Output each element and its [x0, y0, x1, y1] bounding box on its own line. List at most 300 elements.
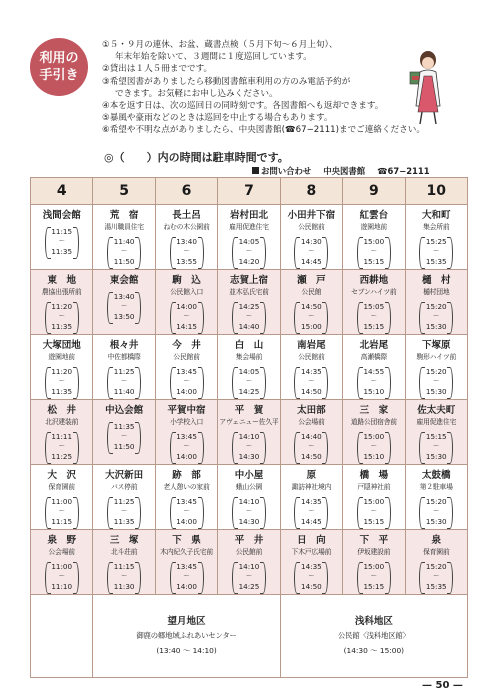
parking-time — [107, 365, 141, 399]
stop-place: 雇用促進住宅 — [229, 223, 269, 231]
start-time: 15:00 — [363, 562, 385, 571]
route-header: 5 — [93, 178, 155, 205]
end-time: 11:15 — [51, 517, 73, 526]
inquiry-label: お問い合わせ — [261, 166, 312, 176]
stop-place: 木内紀久子氏宅前 — [160, 548, 213, 556]
parking-time — [357, 560, 391, 594]
end-time: 15:15 — [363, 322, 385, 331]
usage-guide-badge — [30, 38, 88, 96]
parking-time — [294, 560, 328, 594]
end-time: 11:25 — [51, 452, 73, 461]
start-time: 13:40 — [113, 292, 135, 301]
right-paren-icon — [260, 237, 266, 269]
stop-place: 北沢建装前 — [45, 418, 79, 426]
area-place: 御鹿の郷地域ふれあいセンター — [136, 631, 237, 640]
tilde-separator: 〜 — [308, 443, 315, 450]
inquiry-phone: ☎67−2111 — [377, 166, 430, 176]
tilde-separator: 〜 — [245, 313, 252, 320]
start-time: 13:45 — [176, 432, 197, 441]
note-line: ⑥希望や不明な点がありましたら、中央図書館(☎67−2111)までご連絡ください。 — [102, 125, 425, 136]
stop-name: 佐太夫町 — [417, 405, 456, 416]
start-time: 11:15 — [113, 562, 135, 571]
stop-cell — [343, 205, 405, 270]
stop-name: 大和町 — [422, 210, 451, 221]
stop-name: 北岩尾 — [359, 340, 389, 351]
start-time: 15:20 — [425, 562, 447, 571]
parking-time — [294, 495, 328, 529]
end-time: 15:30 — [425, 517, 447, 526]
end-time: 14:00 — [176, 517, 197, 526]
stop-name: 南岩尾 — [297, 340, 326, 351]
start-time: 11:25 — [113, 367, 135, 376]
tilde-separator: 〜 — [245, 248, 252, 255]
start-time: 11:20 — [51, 302, 73, 311]
stop-name: 平賀中宿 — [167, 405, 206, 416]
end-time: 14:50 — [301, 582, 322, 591]
stop-place: 保育園前 — [48, 483, 75, 491]
stop-name: 大沢新田 — [105, 470, 144, 481]
start-time: 13:45 — [176, 562, 197, 571]
stop-place: 並木弘氏宅前 — [229, 288, 269, 296]
stop-cell — [218, 465, 280, 530]
parking-time — [419, 495, 453, 529]
stop-name: 西耕地 — [359, 275, 389, 286]
tilde-separator: 〜 — [183, 248, 190, 255]
stop-cell — [218, 270, 280, 335]
stop-name: 瀬 戸 — [297, 275, 326, 286]
stop-name: 東 地 — [47, 275, 76, 286]
start-time: 15:00 — [363, 237, 385, 246]
end-time: 11:50 — [113, 257, 135, 266]
stop-name: 志賀上宿 — [229, 275, 268, 286]
tilde-separator: 〜 — [58, 313, 65, 320]
stop-place: 高瀬橋際 — [360, 353, 388, 361]
parking-time — [419, 235, 453, 269]
parking-time — [45, 495, 79, 529]
stop-name: 小田井下宿 — [287, 210, 336, 221]
parking-time — [45, 225, 79, 259]
parking-time — [45, 365, 79, 399]
stop-cell — [31, 270, 93, 335]
tilde-separator: 〜 — [183, 573, 190, 580]
end-time: 14:20 — [238, 257, 260, 266]
end-time: 11:30 — [113, 582, 135, 591]
end-time: 14:25 — [238, 387, 260, 396]
stop-name: 三 家 — [359, 405, 389, 416]
stop-place: 雇用促進住宅 — [416, 418, 457, 426]
start-time: 15:15 — [425, 432, 447, 441]
stop-place: セブンハイツ前 — [351, 288, 397, 296]
square-bullet-icon — [252, 167, 259, 174]
right-paren-icon — [260, 562, 266, 594]
start-time: 11:20 — [51, 367, 73, 376]
area-cell — [93, 595, 280, 678]
end-time: 13:50 — [113, 312, 135, 321]
stop-name: 太田部 — [297, 405, 326, 416]
right-paren-icon — [385, 432, 391, 464]
stop-name: 紅雲台 — [359, 210, 389, 221]
tilde-separator: 〜 — [58, 378, 65, 385]
stop-name: 日 向 — [297, 535, 326, 546]
stop-cell — [218, 335, 280, 400]
end-time: 15:10 — [363, 387, 385, 396]
stop-place: 集会場前 — [235, 353, 263, 361]
stop-name: 長土呂 — [172, 210, 201, 221]
tilde-separator: 〜 — [433, 443, 440, 450]
area-time-range: (14:30 〜 15:00) — [343, 646, 405, 655]
stop-name: 跡 部 — [172, 470, 201, 481]
stop-cell — [405, 400, 467, 465]
right-paren-icon — [198, 237, 204, 269]
end-time: 13:55 — [176, 257, 197, 266]
start-time: 11:15 — [51, 227, 73, 236]
inquiry-library: 中央図書館 — [323, 166, 366, 176]
stop-name: 平 賀 — [234, 405, 264, 416]
stop-place: 蛾山公園 — [235, 483, 263, 491]
tilde-separator: 〜 — [58, 238, 65, 245]
start-time: 11:00 — [51, 562, 73, 571]
stop-place: バス停前 — [110, 483, 138, 491]
stop-cell — [343, 530, 405, 595]
stop-place: 小学校入口 — [170, 418, 204, 426]
tilde-separator: 〜 — [121, 248, 128, 255]
end-time: 14:00 — [176, 452, 197, 461]
tilde-separator: 〜 — [433, 248, 440, 255]
area-name: 望月地区 — [167, 616, 206, 627]
badge-line-1: 利用の — [39, 51, 79, 66]
tilde-separator: 〜 — [308, 248, 315, 255]
start-time: 14:10 — [238, 432, 260, 441]
start-time: 14:25 — [238, 302, 260, 311]
stop-place: 遊園地前 — [48, 353, 75, 361]
usage-notes — [102, 39, 425, 137]
page-number: — 50 — — [422, 680, 463, 691]
start-time: 15:05 — [363, 302, 385, 311]
parking-time — [357, 235, 391, 269]
start-time: 14:10 — [238, 497, 260, 506]
end-time: 15:15 — [363, 517, 385, 526]
end-time: 11:10 — [51, 582, 73, 591]
stop-name: 東会館 — [109, 275, 139, 286]
end-time: 11:50 — [113, 442, 135, 451]
start-time: 11:11 — [51, 432, 73, 441]
start-time: 14:50 — [301, 302, 322, 311]
stop-name: 太鼓橋 — [422, 470, 451, 481]
area-row — [31, 595, 468, 678]
stop-cell — [280, 270, 342, 335]
tilde-separator: 〜 — [245, 443, 252, 450]
stop-place: 公会場前 — [48, 548, 75, 556]
stop-cell — [155, 400, 217, 465]
stop-name: 浅間会館 — [42, 210, 81, 221]
stop-name: 下 県 — [172, 535, 201, 546]
stop-cell — [343, 465, 405, 530]
stop-name: 原 — [306, 470, 317, 481]
stop-place: 保育園前 — [423, 548, 450, 556]
stop-name: 今 井 — [172, 340, 201, 351]
stop-name: 平 井 — [234, 535, 264, 546]
end-time: 15:35 — [425, 582, 447, 591]
stop-cell — [280, 205, 342, 270]
stop-cell — [343, 270, 405, 335]
tilde-separator: 〜 — [121, 378, 128, 385]
start-time: 15:20 — [425, 497, 447, 506]
end-time: 14:30 — [238, 452, 260, 461]
stop-name: 根々井 — [109, 340, 139, 351]
stop-name: 大 沢 — [47, 470, 76, 481]
stop-cell — [155, 335, 217, 400]
right-paren-icon — [73, 367, 79, 399]
start-time: 13:45 — [176, 367, 197, 376]
start-time: 14:55 — [363, 367, 385, 376]
right-paren-icon — [198, 562, 204, 594]
stop-cell — [405, 335, 467, 400]
area-place: 公民館〈浅科地区館〉 — [337, 631, 410, 640]
end-time: 14:45 — [301, 257, 322, 266]
parking-time — [419, 560, 453, 594]
schedule-row — [31, 530, 468, 595]
right-paren-icon — [73, 302, 79, 334]
parking-time — [357, 495, 391, 529]
tilde-separator: 〜 — [433, 573, 440, 580]
stop-place: 農協出張所前 — [41, 288, 82, 296]
stop-place: 公民館前 — [298, 223, 325, 231]
stop-place: 公民館前 — [298, 353, 325, 361]
parking-time — [357, 430, 391, 464]
stop-name: 下 平 — [359, 535, 389, 546]
stop-name: 荒 宿 — [109, 210, 139, 221]
right-paren-icon — [73, 562, 79, 594]
route-header: 9 — [343, 178, 405, 205]
end-time: 14:45 — [301, 517, 322, 526]
right-paren-icon — [198, 497, 204, 529]
stop-cell — [93, 530, 155, 595]
area-time-range: (13:40 〜 14:10) — [156, 646, 217, 655]
right-paren-icon — [260, 432, 266, 464]
parking-time — [294, 300, 328, 334]
parking-time — [107, 420, 141, 454]
end-time: 15:15 — [363, 257, 385, 266]
end-time: 14:50 — [301, 387, 322, 396]
parking-time — [45, 430, 79, 464]
stop-place: 中佐都橋際 — [107, 353, 141, 361]
start-time: 15:20 — [425, 302, 447, 311]
route-header: 7 — [218, 178, 280, 205]
end-time: 14:00 — [176, 582, 197, 591]
parking-time — [357, 365, 391, 399]
schedule-row — [31, 465, 468, 530]
stop-place: ねむの木公園前 — [163, 223, 210, 231]
stop-place: 公民館前 — [173, 353, 200, 361]
stop-cell — [405, 270, 467, 335]
stop-place: 駒形ハイツ前 — [416, 353, 457, 361]
end-time: 15:35 — [425, 257, 447, 266]
stop-name: 中込会館 — [105, 405, 144, 416]
stop-cell — [31, 335, 93, 400]
start-time: 14:00 — [176, 302, 197, 311]
stop-place: 公民館入口 — [170, 288, 204, 296]
note-line: できます。お気軽にお申し込みください。 — [115, 88, 278, 99]
right-paren-icon — [73, 227, 79, 259]
stop-place: 北斗荘前 — [110, 548, 138, 556]
stop-cell — [405, 205, 467, 270]
start-time: 13:40 — [176, 237, 197, 246]
parking-time — [107, 235, 141, 269]
start-time: 14:35 — [301, 497, 322, 506]
tilde-separator: 〜 — [121, 508, 128, 515]
note-line: ③希望図書がありましたら移動図書館車利用の方のみ電話予約が — [102, 76, 351, 87]
stop-cell — [93, 465, 155, 530]
parking-time — [419, 365, 453, 399]
stop-place: アヴェニュー佐久平 — [219, 418, 279, 426]
stop-place: 樋村団地 — [423, 288, 450, 296]
end-time: 15:30 — [425, 322, 447, 331]
end-time: 14:00 — [176, 387, 197, 396]
end-time: 15:15 — [363, 582, 385, 591]
parking-time — [232, 430, 266, 464]
end-time: 15:00 — [301, 322, 322, 331]
start-time: 11:00 — [51, 497, 73, 506]
stop-cell — [218, 530, 280, 595]
tilde-separator: 〜 — [370, 248, 377, 255]
start-time: 14:35 — [301, 562, 322, 571]
tilde-separator: 〜 — [183, 313, 190, 320]
parking-time — [170, 300, 204, 334]
tilde-separator: 〜 — [308, 378, 315, 385]
stop-cell — [31, 205, 93, 270]
stop-name: 下塚原 — [422, 340, 451, 351]
stop-cell — [31, 465, 93, 530]
right-paren-icon — [385, 497, 391, 529]
area-name: 浅科地区 — [354, 616, 393, 627]
end-time: 11:35 — [113, 517, 135, 526]
stop-name: 大塚団地 — [42, 340, 81, 351]
parking-time — [45, 560, 79, 594]
right-paren-icon — [198, 302, 204, 334]
tilde-separator: 〜 — [183, 508, 190, 515]
parking-time — [419, 300, 453, 334]
stop-name: 岩村田北 — [229, 210, 268, 221]
start-time: 14:05 — [238, 237, 260, 246]
right-paren-icon — [385, 237, 391, 269]
right-paren-icon — [385, 367, 391, 399]
stop-place: 老人憩いの家前 — [163, 483, 210, 491]
tilde-separator: 〜 — [58, 573, 65, 580]
note-line: ①５・９月の連休、お盆、蔵書点検（５月下旬〜６月上旬）、 — [102, 40, 338, 50]
inquiry-line — [252, 165, 430, 177]
start-time: 11:25 — [113, 497, 135, 506]
parking-time-note: ◎（ ）内の時間は駐車時間です。 — [104, 151, 289, 164]
parking-time — [107, 560, 141, 594]
stop-name: 三 塚 — [109, 535, 139, 546]
tilde-separator: 〜 — [433, 378, 440, 385]
tilde-separator: 〜 — [183, 378, 190, 385]
parking-time — [170, 560, 204, 594]
parking-time — [357, 300, 391, 334]
stop-place: 公民館前 — [235, 548, 263, 556]
tilde-separator: 〜 — [58, 508, 65, 515]
start-time: 15:20 — [425, 367, 447, 376]
stop-name: 橋 場 — [359, 470, 389, 481]
right-paren-icon — [73, 432, 79, 464]
tilde-separator: 〜 — [121, 573, 128, 580]
parking-time — [45, 300, 79, 334]
parking-time — [419, 430, 453, 464]
tilde-separator: 〜 — [121, 303, 128, 310]
right-paren-icon — [198, 432, 204, 464]
stop-cell — [155, 270, 217, 335]
parking-time — [170, 430, 204, 464]
start-time: 14:05 — [238, 367, 260, 376]
stop-name: 樋 村 — [422, 275, 451, 286]
stop-place: 諏訪神社境内 — [291, 483, 332, 491]
parking-time — [232, 495, 266, 529]
parking-time — [294, 235, 328, 269]
stop-cell — [155, 530, 217, 595]
tilde-separator: 〜 — [370, 573, 377, 580]
stop-place: 道路公団宿舎前 — [350, 418, 397, 426]
stop-cell — [93, 270, 155, 335]
stop-cell — [280, 530, 342, 595]
end-time: 11:35 — [51, 247, 73, 256]
stop-name: 駒 込 — [172, 275, 201, 286]
stop-place: 伊坂建設前 — [357, 548, 391, 556]
schedule-row — [31, 335, 468, 400]
stop-cell — [155, 205, 217, 270]
stop-cell — [343, 400, 405, 465]
start-time: 11:40 — [113, 237, 135, 246]
stop-cell — [218, 205, 280, 270]
start-time: 14:30 — [301, 237, 322, 246]
tilde-separator: 〜 — [308, 573, 315, 580]
stop-cell — [280, 400, 342, 465]
tilde-separator: 〜 — [308, 313, 315, 320]
stop-place: 集会所前 — [423, 223, 450, 231]
route-header: 4 — [31, 178, 93, 205]
stop-cell — [218, 400, 280, 465]
right-paren-icon — [73, 497, 79, 529]
end-time: 11:35 — [51, 322, 73, 331]
parking-time — [232, 560, 266, 594]
schedule-row — [31, 205, 468, 270]
start-time: 15:00 — [363, 497, 385, 506]
right-paren-icon — [385, 562, 391, 594]
end-time: 14:30 — [238, 517, 260, 526]
start-time: 11:35 — [113, 422, 135, 431]
stop-cell — [405, 465, 467, 530]
start-time: 14:40 — [301, 432, 322, 441]
stop-cell — [31, 400, 93, 465]
stop-cell — [93, 335, 155, 400]
tilde-separator: 〜 — [121, 433, 128, 440]
schedule-row — [31, 270, 468, 335]
tilde-separator: 〜 — [370, 443, 377, 450]
route-header: 10 — [405, 178, 467, 205]
note-line: 年末年始を除いて、３週間に１度巡回しています。 — [115, 52, 312, 63]
tilde-separator: 〜 — [370, 378, 377, 385]
stop-name: 泉 野 — [47, 535, 76, 546]
right-paren-icon — [260, 302, 266, 334]
end-time: 15:30 — [425, 452, 447, 461]
start-time: 15:00 — [363, 432, 385, 441]
parking-time — [232, 235, 266, 269]
tilde-separator: 〜 — [245, 378, 252, 385]
parking-time — [107, 495, 141, 529]
note-line: ②貸出は１人５冊までです。 — [102, 64, 213, 75]
start-time: 13:45 — [176, 497, 197, 506]
stop-cell — [280, 335, 342, 400]
stop-name: 中小屋 — [234, 470, 264, 481]
